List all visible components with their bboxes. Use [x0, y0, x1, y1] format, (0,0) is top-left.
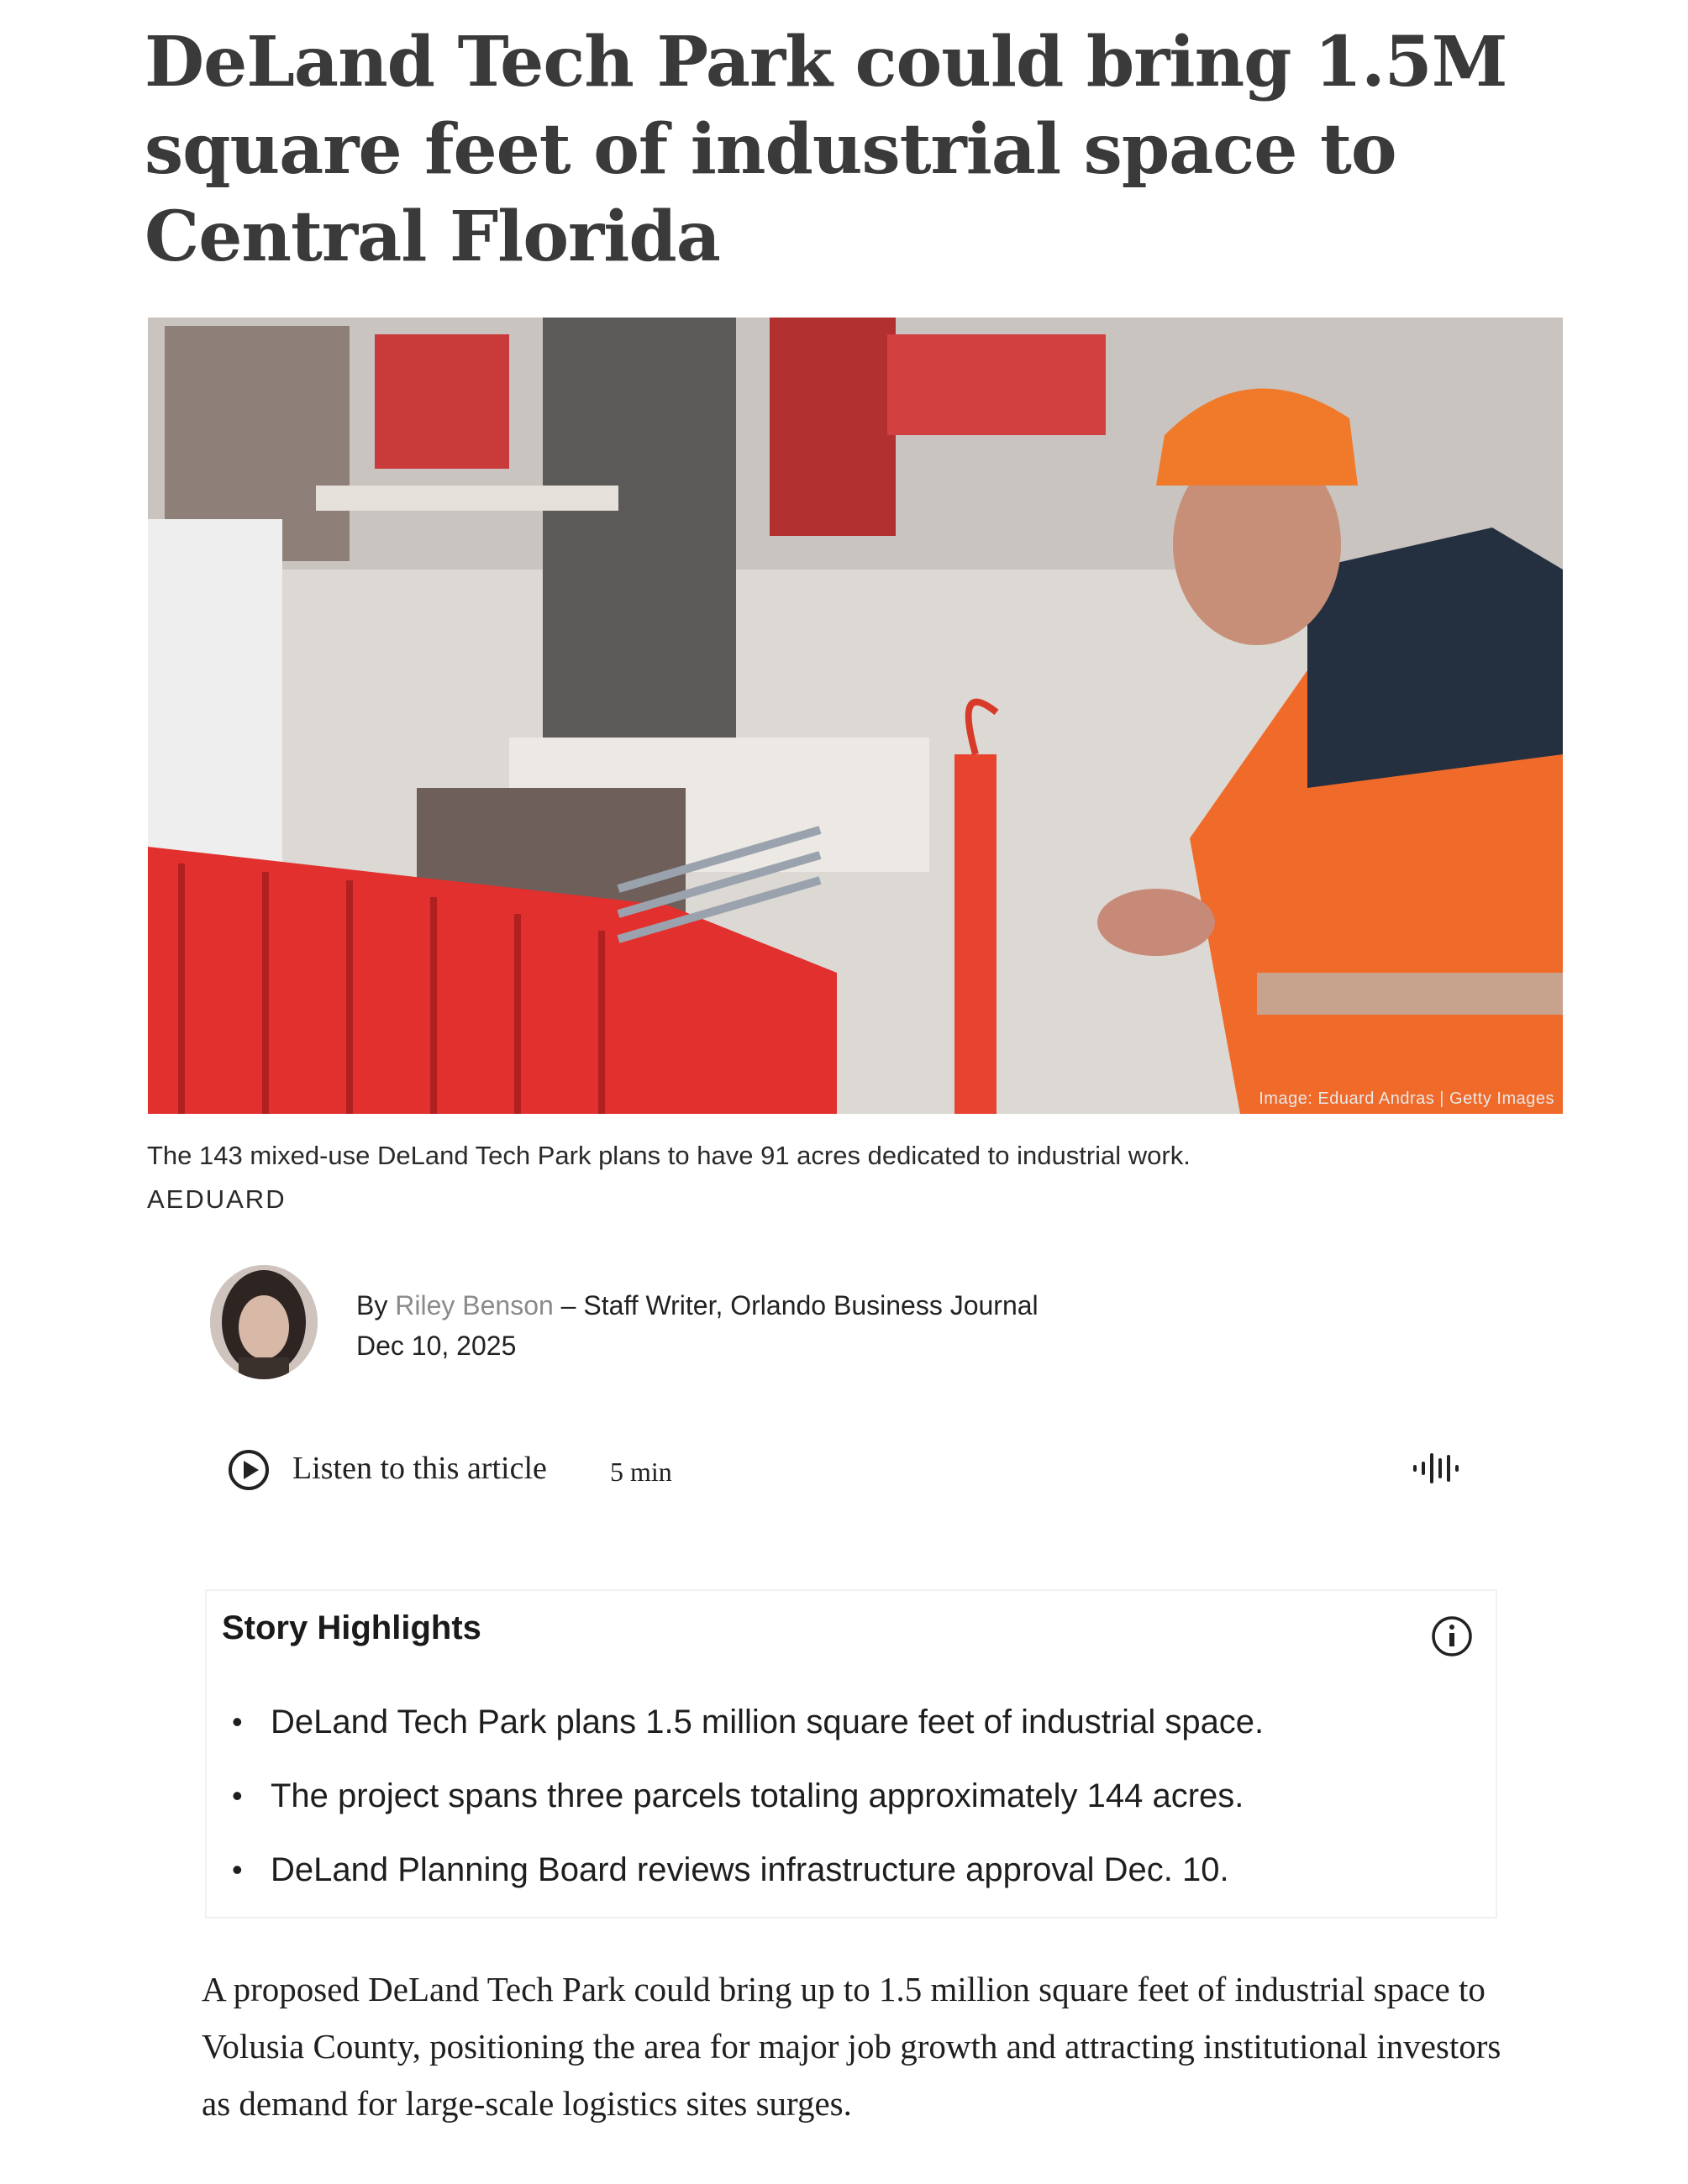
play-circle-icon[interactable]: [227, 1448, 271, 1492]
byline: [356, 1285, 1039, 1366]
listen-to-article-bar[interactable]: [205, 1426, 1496, 1514]
byline-author-line: [356, 1285, 1039, 1326]
listen-duration: 5 min: [610, 1457, 672, 1487]
construction-worker-illustration: [148, 318, 1563, 1114]
article-body-paragraph: A proposed DeLand Tech Park could bring up to 1.5 million square feet of industrial space to Volusia County, positioning the area for major job growth and attracting institutional investors as demand for large-scale logistics sites surges.: [202, 1970, 1501, 2123]
byline-prefix: By: [356, 1290, 396, 1320]
article-hero-photo: [148, 318, 1563, 1114]
author-name-link[interactable]: Riley Benson: [395, 1290, 554, 1320]
photo-caption-credit: AEDUARD: [147, 1184, 287, 1214]
author-role: – Staff Writer, Orlando Business Journal: [553, 1290, 1039, 1320]
highlight-item: • The project spans three parcels totaling approximately 144 acres.: [222, 1759, 1465, 1833]
audio-waveform-icon: [1410, 1450, 1465, 1487]
info-icon[interactable]: [1430, 1614, 1474, 1658]
listen-label[interactable]: Listen to this article: [292, 1451, 547, 1486]
photo-caption: [147, 1134, 1575, 1221]
publish-date: Dec 10, 2025: [356, 1331, 517, 1361]
highlight-item: • DeLand Planning Board reviews infrastructure approval Dec. 10.: [222, 1833, 1465, 1907]
story-highlights-list: [222, 1685, 1465, 1907]
story-highlights-title: Story Highlights: [222, 1609, 481, 1646]
story-highlights-box: [205, 1589, 1497, 1919]
author-avatar[interactable]: [210, 1265, 318, 1379]
photo-caption-text: The 143 mixed-use DeLand Tech Park plans to have 91 acres dedicated to industrial work.: [147, 1141, 1191, 1170]
photo-credit: Image: Eduard Andras | Getty Images: [1259, 1089, 1554, 1108]
highlight-item: • DeLand Tech Park plans 1.5 million square feet of industrial space.: [222, 1685, 1465, 1759]
article-headline: DeLand Tech Park could bring 1.5M square feet of industrial space to Central Florida: [145, 22, 1507, 277]
